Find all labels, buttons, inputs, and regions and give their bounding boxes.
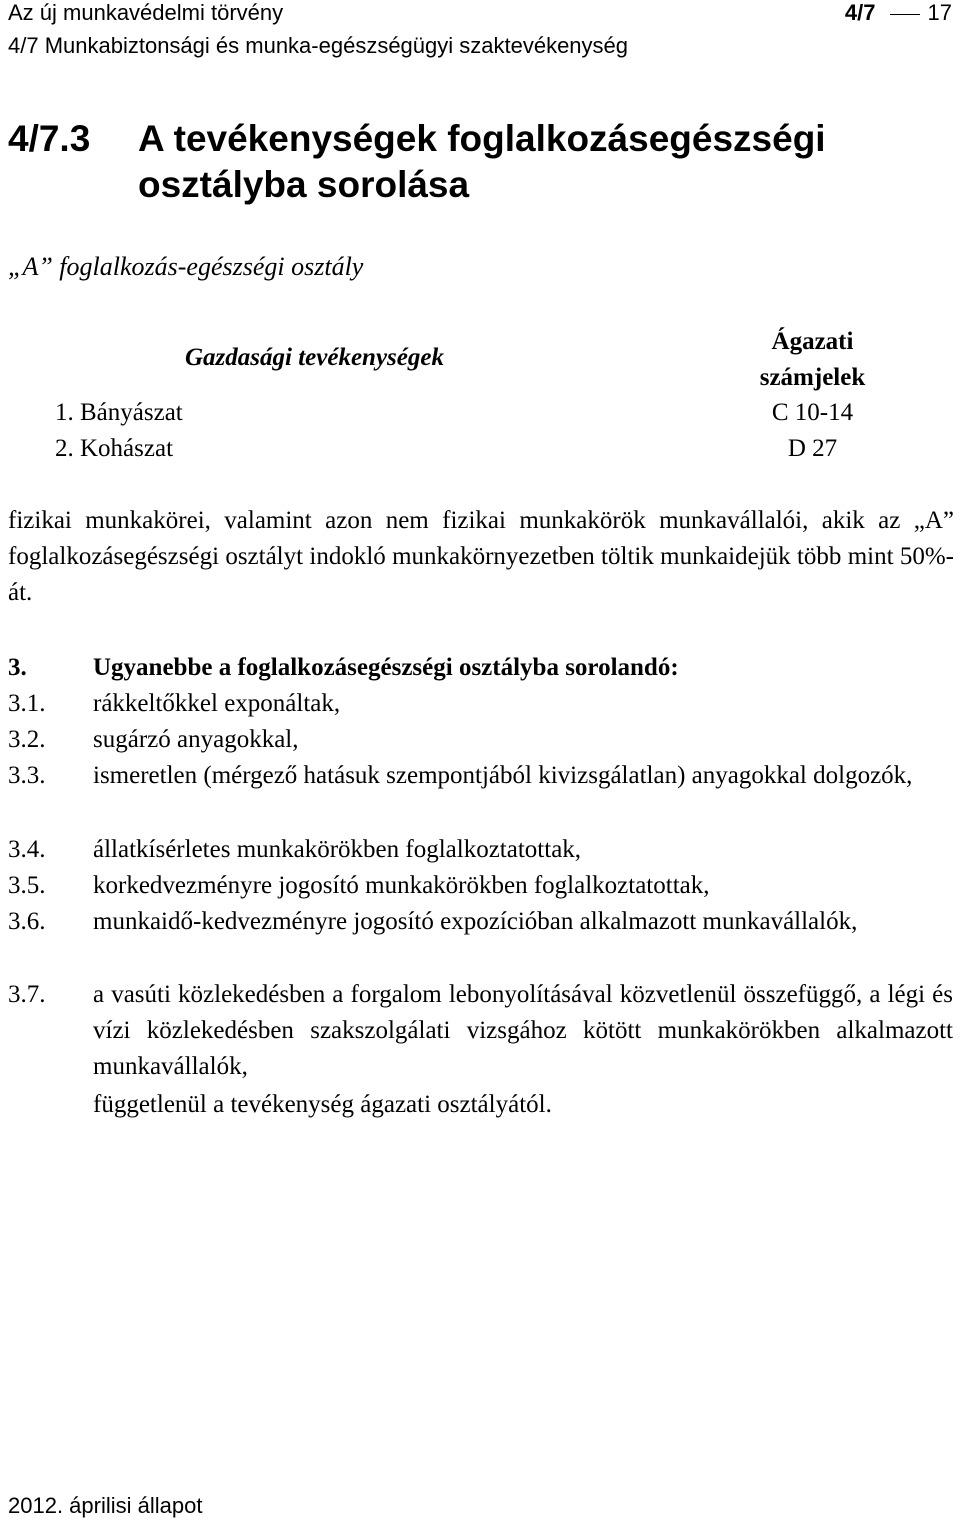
list-item-text: sugárzó anyagokkal,	[93, 726, 299, 753]
list-item-number: 3.5.	[8, 872, 46, 899]
list-item-text: rákkeltőkkel exponáltak,	[93, 690, 341, 717]
list-item-number: 3.4.	[8, 836, 46, 863]
list-item-text: a vasúti közlekedésben a forgalom lebonyolításával közvetlenül összefüggő, a légi és vízi közlekedésben szakszolgálati vizsgához kötött munkakörökben alkalmazott munkavállalók,	[93, 981, 953, 1080]
running-header-chapter: 4/7 Munkabiztonsági és munka-egészségügyi szaktevékenység	[8, 33, 629, 58]
body-paragraph: fizikai munkakörei, valamint azon nem fizikai munkakörök munkavállalói, akik az „A” foglalkozásegészségi osztályt indokló munkakörnyezetben töltik munkaidejük több mint 50%-át.	[8, 507, 954, 606]
section-title: A tevékenységek foglalkozásegészségi osztályba sorolása	[138, 118, 826, 205]
table-header-activity: Gazdasági tevékenységek	[185, 344, 444, 371]
section-number: 4/7.3	[8, 118, 91, 159]
list-item-number: 3.1.	[8, 690, 46, 717]
list-item-text: ismeretlen (mérgező hatásuk szempontjából kivizsgálatlan) anyagokkal dolgozók,	[93, 762, 913, 789]
page-footer: 2012. áprilisi állapot	[8, 1493, 203, 1518]
table-row-code: D 27	[787, 435, 838, 462]
list-item-number: 3.3.	[8, 762, 46, 789]
list-item-number: 3.7.	[8, 981, 46, 1008]
list-heading-number: 3.	[8, 654, 27, 681]
table-header-code: Ágazati számjelek	[759, 328, 866, 391]
subheading: „A” foglalkozás-egészségi osztály	[8, 252, 364, 281]
page-number: 17	[927, 0, 952, 25]
table-row-activity: 1. Bányászat	[55, 399, 183, 426]
list-item-text: munkaidő-kedvezményre jogosító expozícióban alkalmazott munkavállalók,	[93, 908, 858, 935]
list-heading-text: Ugyanebbe a foglalkozásegészségi osztályba sorolandó:	[93, 654, 679, 681]
table-row-code: C 10-14	[771, 399, 854, 426]
closing-line: függetlenül a tevékenység ágazati osztályától.	[93, 1091, 552, 1118]
table-row-activity: 2. Kohászat	[55, 435, 174, 462]
running-header-page	[845, 0, 952, 26]
header-dash	[890, 14, 920, 15]
chapter-number: 4/7	[844, 0, 876, 25]
list-item-number: 3.6.	[8, 908, 46, 935]
running-header-title: Az új munkavédelmi törvény	[8, 0, 284, 25]
list-item-number: 3.2.	[8, 726, 46, 753]
list-item-text: korkedvezményre jogosító munkakörökben foglalkoztatottak,	[93, 872, 710, 899]
list-item-text: állatkísérletes munkakörökben foglalkoztatottak,	[93, 836, 582, 863]
